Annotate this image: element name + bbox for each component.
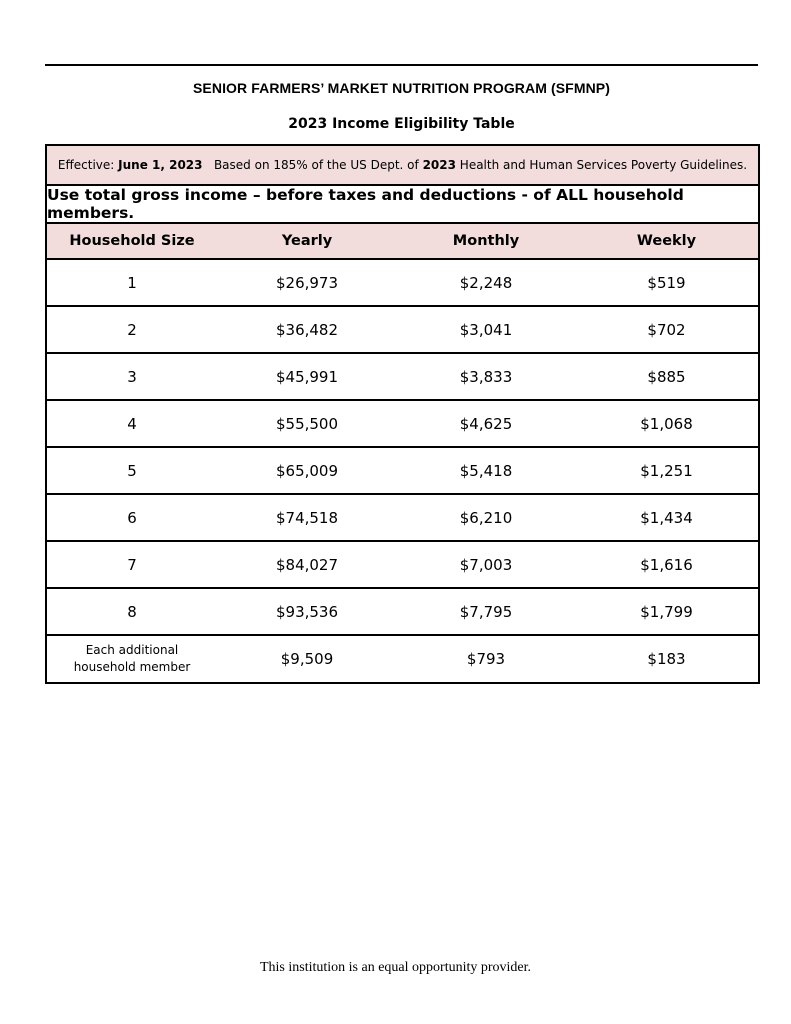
- yearly-cell: $74,518: [275, 508, 339, 527]
- additional-member-label-line1: Each additional: [85, 643, 179, 657]
- yearly-cell: $9,509: [280, 650, 334, 668]
- table-row: [47, 495, 758, 542]
- yearly-cell: $93,536: [275, 602, 339, 621]
- column-header-weekly: Weekly: [636, 233, 697, 249]
- effective-basis-after: Health and Human Services Poverty Guidelines.: [459, 158, 748, 172]
- monthly-cell: $6,210: [459, 508, 513, 527]
- column-header-yearly: Yearly: [281, 233, 333, 249]
- monthly-cell: $4,625: [459, 414, 513, 433]
- monthly-cell: $2,248: [459, 273, 513, 292]
- household-size-cell: 3: [127, 367, 137, 386]
- monthly-cell: $3,041: [459, 320, 513, 339]
- instruction-row: [47, 186, 758, 224]
- table-row: [47, 448, 758, 495]
- yearly-cell: $45,991: [275, 367, 339, 386]
- effective-row: [47, 146, 758, 186]
- monthly-cell: $7,003: [459, 555, 513, 574]
- table-row: [47, 401, 758, 448]
- household-size-cell: 7: [127, 555, 137, 574]
- additional-member-label: [47, 642, 217, 676]
- yearly-cell: $26,973: [275, 273, 339, 292]
- effective-date: June 1, 2023: [118, 158, 203, 172]
- table-row: [47, 589, 758, 636]
- yearly-cell: $55,500: [275, 414, 339, 433]
- weekly-cell: $1,251: [640, 461, 693, 480]
- household-size-cell: 5: [127, 461, 137, 480]
- instruction-text: Use total gross income – before taxes and deductions - of ALL household members.: [47, 186, 684, 222]
- table-row: [47, 354, 758, 401]
- effective-prefix: Effective:: [57, 158, 115, 172]
- column-header-row: [47, 224, 758, 260]
- equal-opportunity-statement: This institution is an equal opportunity provider.: [259, 960, 532, 975]
- column-header-household-size: Household Size: [69, 233, 195, 249]
- household-size-cell: 8: [127, 602, 137, 621]
- household-size-cell: 2: [127, 320, 137, 339]
- household-size-cell: 6: [127, 508, 137, 527]
- income-eligibility-table: [45, 144, 760, 684]
- yearly-cell: $84,027: [275, 555, 339, 574]
- program-title: SENIOR FARMERS’ MARKET NUTRITION PROGRAM (SFMNP): [192, 80, 611, 96]
- additional-member-row: [47, 636, 758, 682]
- household-size-cell: 4: [127, 414, 137, 433]
- effective-basis-before: Based on 185% of the US Dept. of: [213, 158, 419, 172]
- yearly-cell: $65,009: [275, 461, 339, 480]
- additional-member-label-line2: household member: [73, 660, 191, 674]
- weekly-cell: $183: [647, 650, 686, 668]
- household-size-cell: 1: [127, 273, 137, 292]
- monthly-cell: $7,795: [459, 602, 513, 621]
- yearly-cell: $36,482: [275, 320, 339, 339]
- table-row: [47, 260, 758, 307]
- column-header-monthly: Monthly: [452, 233, 520, 249]
- weekly-cell: $885: [647, 367, 686, 386]
- weekly-cell: $702: [647, 320, 686, 339]
- table-title: 2023 Income Eligibility Table: [288, 116, 515, 132]
- weekly-cell: $1,068: [640, 414, 693, 433]
- weekly-cell: $1,434: [640, 508, 693, 527]
- weekly-cell: $1,616: [640, 555, 693, 574]
- monthly-cell: $793: [466, 650, 506, 668]
- table-row: [47, 307, 758, 354]
- weekly-cell: $519: [647, 273, 686, 292]
- monthly-cell: $5,418: [459, 461, 513, 480]
- effective-basis-year: 2023: [422, 158, 456, 172]
- monthly-cell: $3,833: [459, 367, 513, 386]
- weekly-cell: $1,799: [640, 602, 693, 621]
- table-row: [47, 542, 758, 589]
- top-rule: [45, 64, 758, 66]
